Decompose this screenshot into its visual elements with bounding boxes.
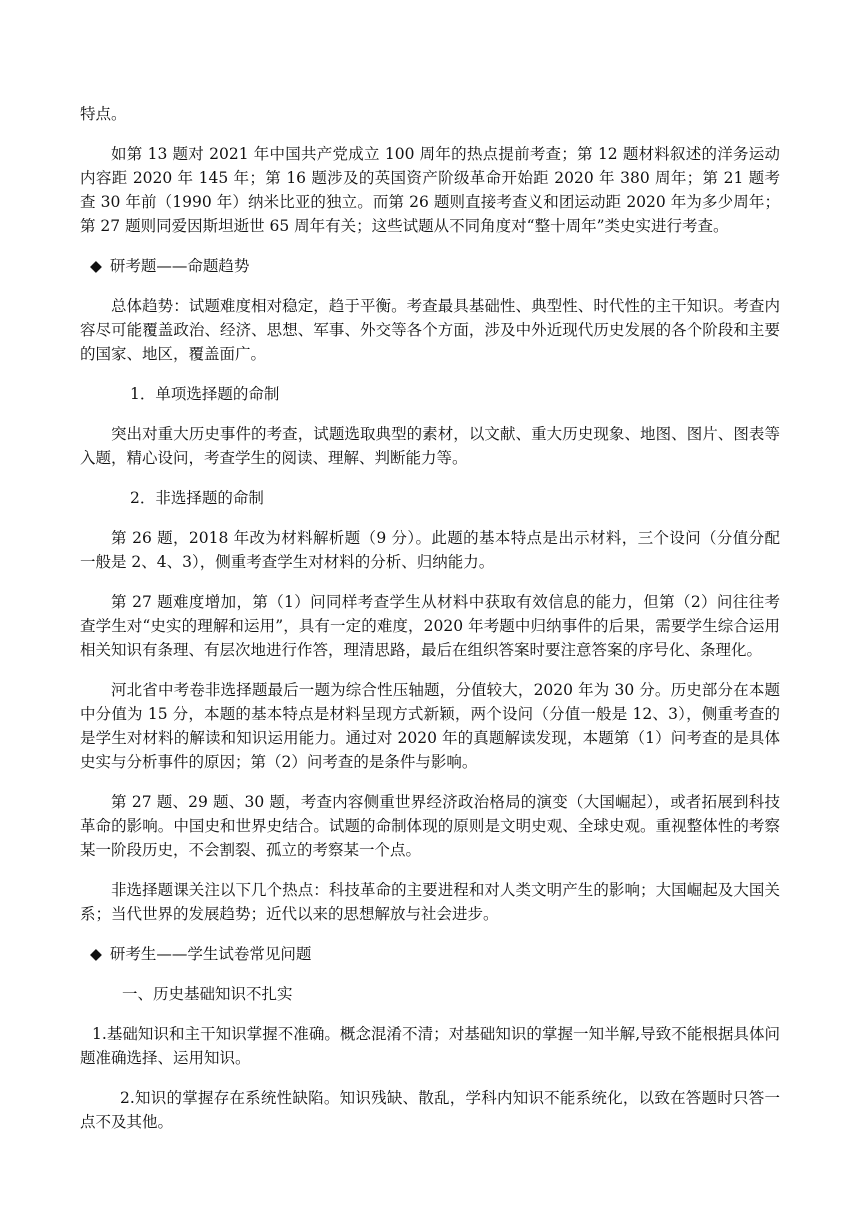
- subheading-basic-knowledge: 一、历史基础知识不扎实: [122, 985, 293, 1003]
- paragraph-anniversary-examples: 如第 13 题对 2021 年中国共产党成立 100 周年的热点提前考查；第 12 题材料叙述的洋务运动内容距 2020 年 145 年；第 16 题涉及的英国资产阶级革命开始距 2020 年 380 周年；第 21 题考查 30 年前（1990 年）纳米比亚的独立。而第 26 题则直接考查义和团运动距 2020 年为多少周年；第 27 题则同爱因斯坦逝世 65 周年有关；这些试题从不同角度对“整十周年”类史实进行考查。: [80, 145, 780, 235]
- diamond-bullet-icon: ◆: [90, 257, 102, 275]
- paragraph-questions-27-29-30: 第 27 题、29 题、30 题，考查内容侧重世界经济政治格局的演变（大国崛起），或者拓展到科技革命的影响。中国史和世界史结合。试题的命制体现的原则是文明史观、全球史观。重视整体性的考察某一阶段历史，不会割裂、孤立的考察某一个点。: [80, 793, 780, 859]
- paragraph-hotspots: 非选择题课关注以下几个热点：科技革命的主要进程和对人类文明产生的影响；大国崛起及大国关系；当代世界的发展趋势；近代以来的思想解放与社会进步。: [80, 881, 780, 923]
- paragraph-hebei-final: 河北省中考卷非选择题最后一题为综合性压轴题，分值较大，2020 年为 30 分。历史部分在本题中分值为 15 分，本题的基本特点是材料呈现方式新颖，两个设问（分值一般是 12、3），侧重考查的是学生对材料的解读和知识运用能力。通过对 2020 年的真题解读发现，本题第（1）问考查的是具体史实与分析事件的原因；第（2）问考查的是条件与影响。: [80, 681, 780, 771]
- paragraph-overall-trend: 总体趋势：试题难度相对稳定，趋于平衡。考查最具基础性、典型性、时代性的主干知识。考查内容尽可能覆盖政治、经济、思想、军事、外交等各个方面，涉及中外近现代历史发展的各个阶段和主要的国家、地区，覆盖面广。: [80, 297, 780, 363]
- paragraph-point-2: 2.知识的掌握存在系统性缺陷。知识残缺、散乱，学科内知识不能系统化，以致在答题时只答一点不及其他。: [80, 1089, 780, 1131]
- section-heading-text: 研考生——学生试卷常见问题: [109, 945, 312, 963]
- paragraph-point-1: 1.基础知识和主干知识掌握不准确。概念混淆不清；对基础知识的掌握一知半解,导致不能根据具体问题准确选择、运用知识。: [80, 1025, 780, 1067]
- subheading-single-choice: 1．单项选择题的命制: [130, 385, 280, 403]
- diamond-bullet-icon: ◆: [90, 945, 102, 963]
- paragraph-continuation: 特点。: [80, 105, 127, 123]
- paragraph-single-choice: 突出对重大历史事件的考查，试题选取典型的素材，以文献、重大历史现象、地图、图片、图表等入题，精心设问，考查学生的阅读、理解、判断能力等。: [80, 425, 780, 467]
- section-heading-students: [90, 942, 780, 966]
- subheading-non-choice: 2．非选择题的命制: [130, 489, 264, 507]
- section-heading-trends: [90, 254, 780, 278]
- section-heading-text: 研考题——命题趋势: [109, 257, 250, 275]
- paragraph-question-27: 第 27 题难度增加，第（1）问同样考查学生从材料中获取有效信息的能力，但第（2）问往往考查学生对“史实的理解和运用”，具有一定的难度，2020 年考题中归纳事件的后果，需要学生综合运用相关知识有条理、有层次地进行作答，理清思路，最后在组织答案时要注意答案的序号化、条理化。: [80, 593, 780, 659]
- paragraph-question-26: 第 26 题，2018 年改为材料解析题（9 分）。此题的基本特点是出示材料，三个设问（分值分配一般是 2、4、3），侧重考查学生对材料的分析、归纳能力。: [80, 529, 780, 571]
